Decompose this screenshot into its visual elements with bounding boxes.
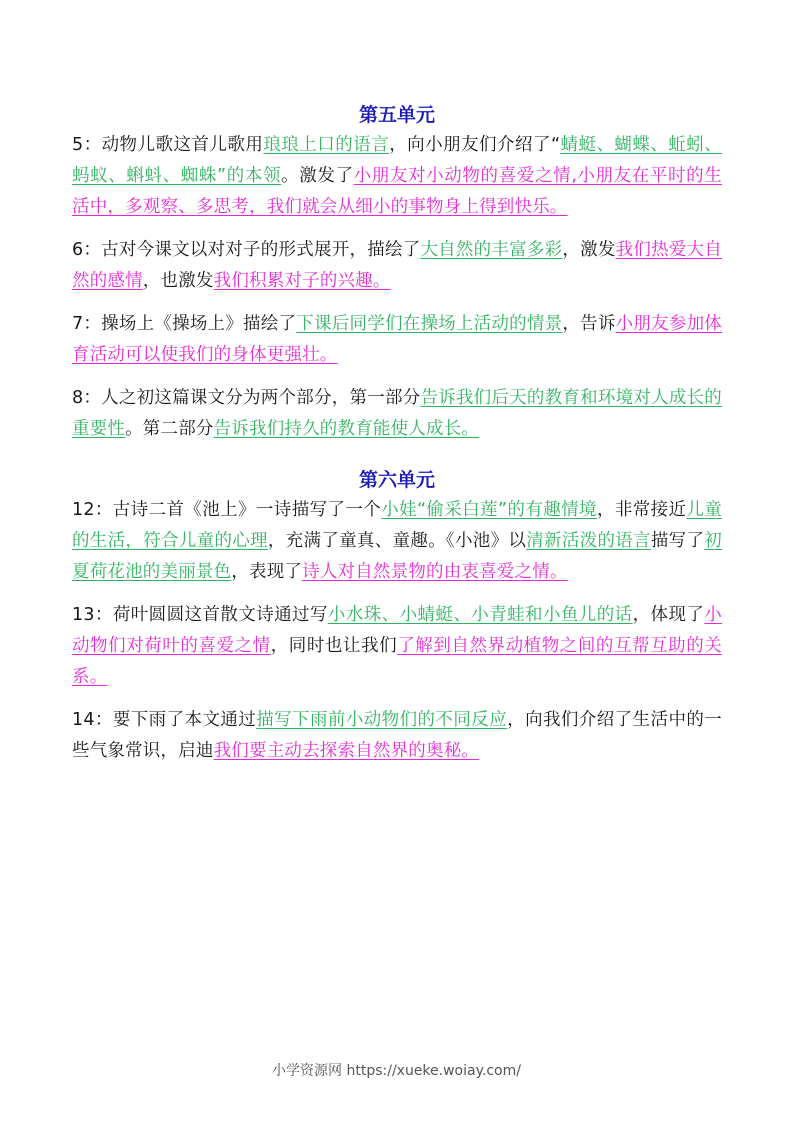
footer-watermark: 小学资源网 https://xueke.woiay.com/ xyxy=(272,1063,521,1079)
highlight-magenta: 小动物们对荷叶的喜爱之情 xyxy=(72,605,722,656)
text-span: ，非常接近 xyxy=(596,500,687,520)
unit-6-body xyxy=(72,495,722,767)
unit-title-5: 第五单元 xyxy=(358,104,435,126)
highlight-green: 琅琅上口的语言 xyxy=(263,135,390,155)
unit-title-6: 第六单元 xyxy=(358,469,435,491)
highlight-green: 初夏荷花池的美丽景色 xyxy=(72,531,722,582)
text-span: ，充满了童真、童趣。《小池》以 xyxy=(267,531,527,551)
text-span: ，也激发 xyxy=(142,271,214,291)
text-span: ，向小朋友们介绍了“ xyxy=(389,135,561,155)
text-span: 7：操场上《操场上》描绘了 xyxy=(72,314,297,334)
highlight-magenta: 我们要主动去探索自然界的奥秘。 xyxy=(213,741,480,761)
paragraph xyxy=(72,130,722,223)
highlight-green: 儿童的生活，符合儿童的心理 xyxy=(72,500,723,551)
text-span: 。第二部分 xyxy=(125,419,214,439)
highlight-green: 蜻蜓、蝴蝶、蚯蚓、蚂蚁、蝌蚪、蜘蛛”的本领 xyxy=(72,135,722,186)
highlight-magenta: 了解到自然界动植物之间的互帮互助的关系。 xyxy=(72,636,722,687)
highlight-green: 小娃“偷采白莲”的有趣情境 xyxy=(381,500,597,520)
text-span: 6：古对今课文以对对子的形式展开，描绘了 xyxy=(72,240,421,260)
highlight-magenta: 小朋友对小动物的喜爱之情,小朋友在平时的生活中，多观察、多思考，我们就会从细小的事物身上得到快乐。 xyxy=(72,166,723,217)
text-span: 。激发了 xyxy=(281,166,354,186)
highlight-magenta: 我们热爱大自然的感情 xyxy=(72,240,722,291)
highlight-green: 清新活泼的语言 xyxy=(526,531,651,551)
text-span: ，向我们介绍了生活中的一些气象常识，启迪 xyxy=(72,710,722,761)
paragraph xyxy=(72,495,722,588)
highlight-green: 大自然的丰富多彩 xyxy=(420,240,563,260)
highlight-magenta: 小朋友参加体育活动可以使我们的身体更强壮。 xyxy=(72,314,723,365)
text-span: 8：人之初这篇课文分为两个部分，第一部分 xyxy=(72,388,421,408)
unit-5-body xyxy=(72,130,722,445)
text-span: 14：要下雨了本文通过 xyxy=(72,710,257,730)
highlight-green: 下课后同学们在操场上活动的情景 xyxy=(296,314,563,334)
text-span: 13：荷叶圆圆这首散文诗通过写 xyxy=(72,605,328,625)
highlight-green: 描写下雨前小动物们的不同反应 xyxy=(256,710,508,730)
text-span: ，同时也让我们 xyxy=(270,636,398,656)
paragraph xyxy=(72,600,722,693)
highlight-green: 告诉我们后天的教育和环境对人成长的重要性 xyxy=(72,388,722,439)
text-span: ，表现了 xyxy=(231,562,303,582)
highlight-green: 小水珠、小蜻蜓、小青蛙和小鱼儿的话 xyxy=(327,605,633,625)
text-span: 5：动物儿歌这首儿歌用 xyxy=(72,135,264,155)
paragraph xyxy=(72,705,722,767)
paragraph xyxy=(72,383,722,445)
text-span: 12：古诗二首《池上》一诗描写了一个 xyxy=(72,500,382,520)
text-span: ，告诉 xyxy=(562,314,616,334)
text-span: ，激发 xyxy=(562,240,616,260)
text-span: 描写了 xyxy=(650,531,705,551)
highlight-magenta: 诗人对自然景物的由衷喜爱之情。 xyxy=(302,562,568,582)
paragraph xyxy=(72,309,722,371)
text-span: ，体现了 xyxy=(632,605,705,625)
document-page xyxy=(72,100,722,779)
paragraph xyxy=(72,235,722,297)
highlight-magenta: 我们积累对子的兴趣。 xyxy=(213,271,391,291)
highlight-green: 告诉我们持久的教育能使人成长。 xyxy=(213,419,480,439)
